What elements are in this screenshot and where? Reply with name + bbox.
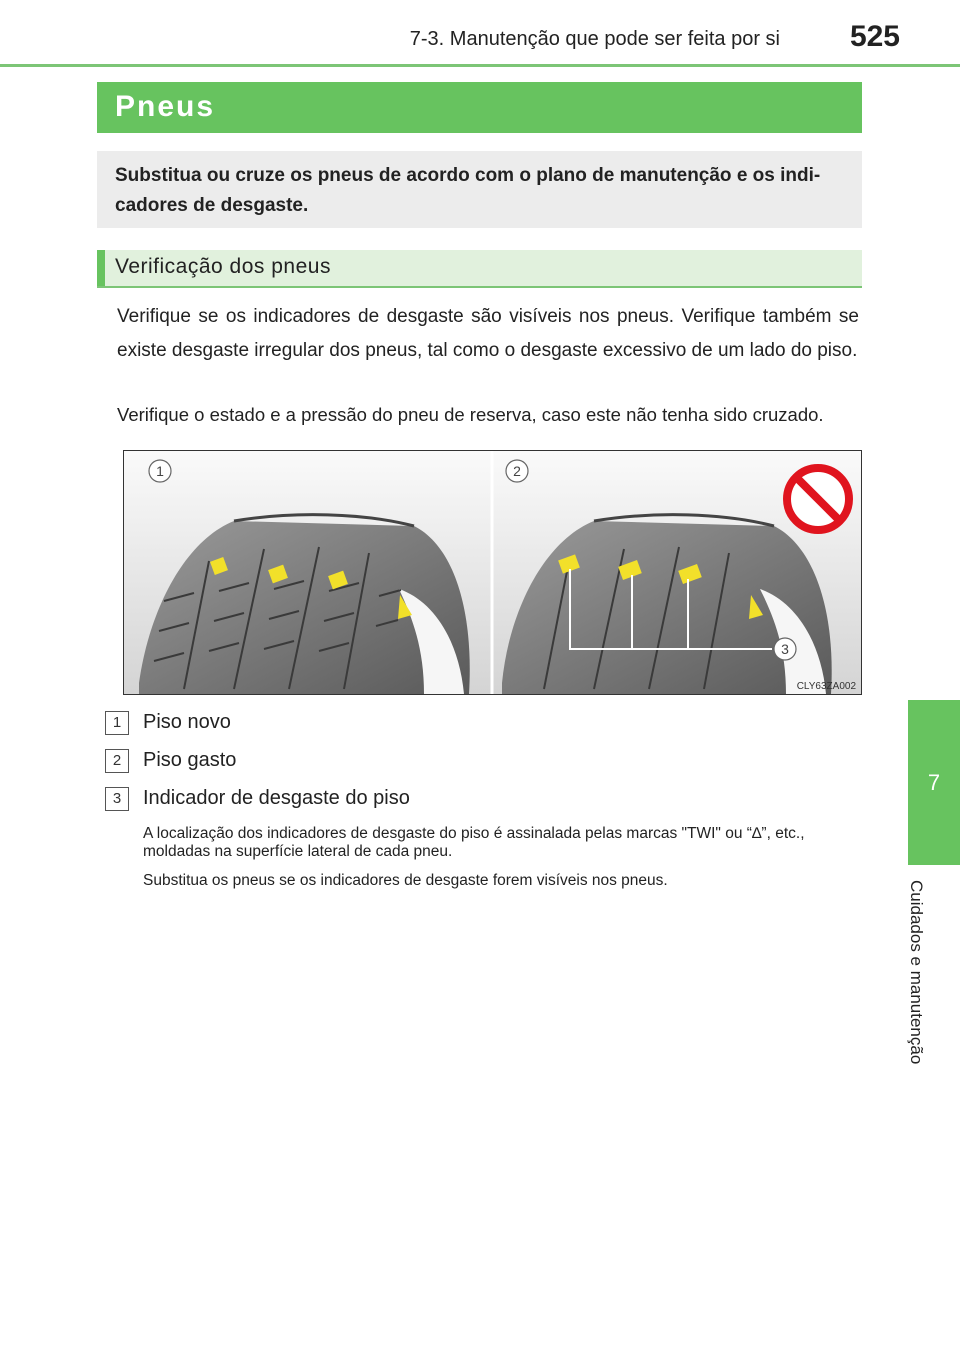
intro-text: Substitua ou cruze os pneus de acordo com o plano de manutenção e os indi- cadores de desgaste.: [115, 165, 821, 216]
subsection-title-bar: [97, 250, 862, 288]
legend-number: 2: [105, 749, 129, 773]
legend-number: 3: [105, 787, 129, 811]
paragraph-check-wear: Verifique se os indicadores de desgaste são visíveis nos pneus. Verifique também se existe desgaste irregular dos pneus, tal como o desgaste excessivo de um lado do piso.: [117, 306, 859, 361]
note-replace-tires: Substitua os pneus se os indicadores de desgaste forem visíveis nos pneus.: [143, 872, 668, 889]
legend-item-worn-tread: [105, 745, 805, 775]
header-rule: [0, 64, 960, 67]
paragraph-spare-tire: Verifique o estado e a pressão do pneu de reserva, caso este não tenha sido cruzado.: [117, 404, 824, 425]
chapter-tab[interactable]: 7: [908, 700, 960, 865]
prohibition-sign-icon: [787, 468, 849, 530]
callout-2: [506, 460, 528, 482]
subsection-accent: [97, 250, 105, 286]
subsection-title: Verificação dos pneus: [115, 255, 331, 278]
callout-1-label: 1: [156, 463, 164, 479]
legend-text: Indicador de desgaste do piso: [143, 787, 410, 809]
legend-item-new-tread: [105, 707, 805, 737]
legend-item-wear-indicator: [105, 783, 805, 813]
legend-text: Piso novo: [143, 711, 231, 733]
chapter-title: 7-3. Manutenção que pode ser feita por si: [409, 28, 780, 50]
callout-3-label: 3: [781, 641, 789, 657]
intro-box: [97, 151, 862, 228]
tire-illustration: [124, 451, 861, 694]
chapter-side-label: [900, 880, 960, 1130]
page-number: 525: [849, 20, 900, 53]
callout-2-label: 2: [513, 463, 521, 479]
legend-number: 1: [105, 711, 129, 735]
callout-3: [774, 638, 796, 660]
note-indicator-location: A localização dos indicadores de desgaste do piso é assinalada pelas marcas "TWI" ou “∆”, etc., moldadas na superfície lateral de cada pneu.: [143, 825, 805, 860]
legend-text: Piso gasto: [143, 749, 237, 771]
section-title: Pneus: [115, 90, 216, 123]
section-title-bar: [97, 82, 862, 133]
chapter-side-label-text: Cuidados e manutenção: [907, 880, 926, 1065]
callout-1: [149, 460, 171, 482]
tire-wear-figure: [123, 450, 862, 695]
figure-code: CLY63ZA002: [796, 681, 856, 692]
